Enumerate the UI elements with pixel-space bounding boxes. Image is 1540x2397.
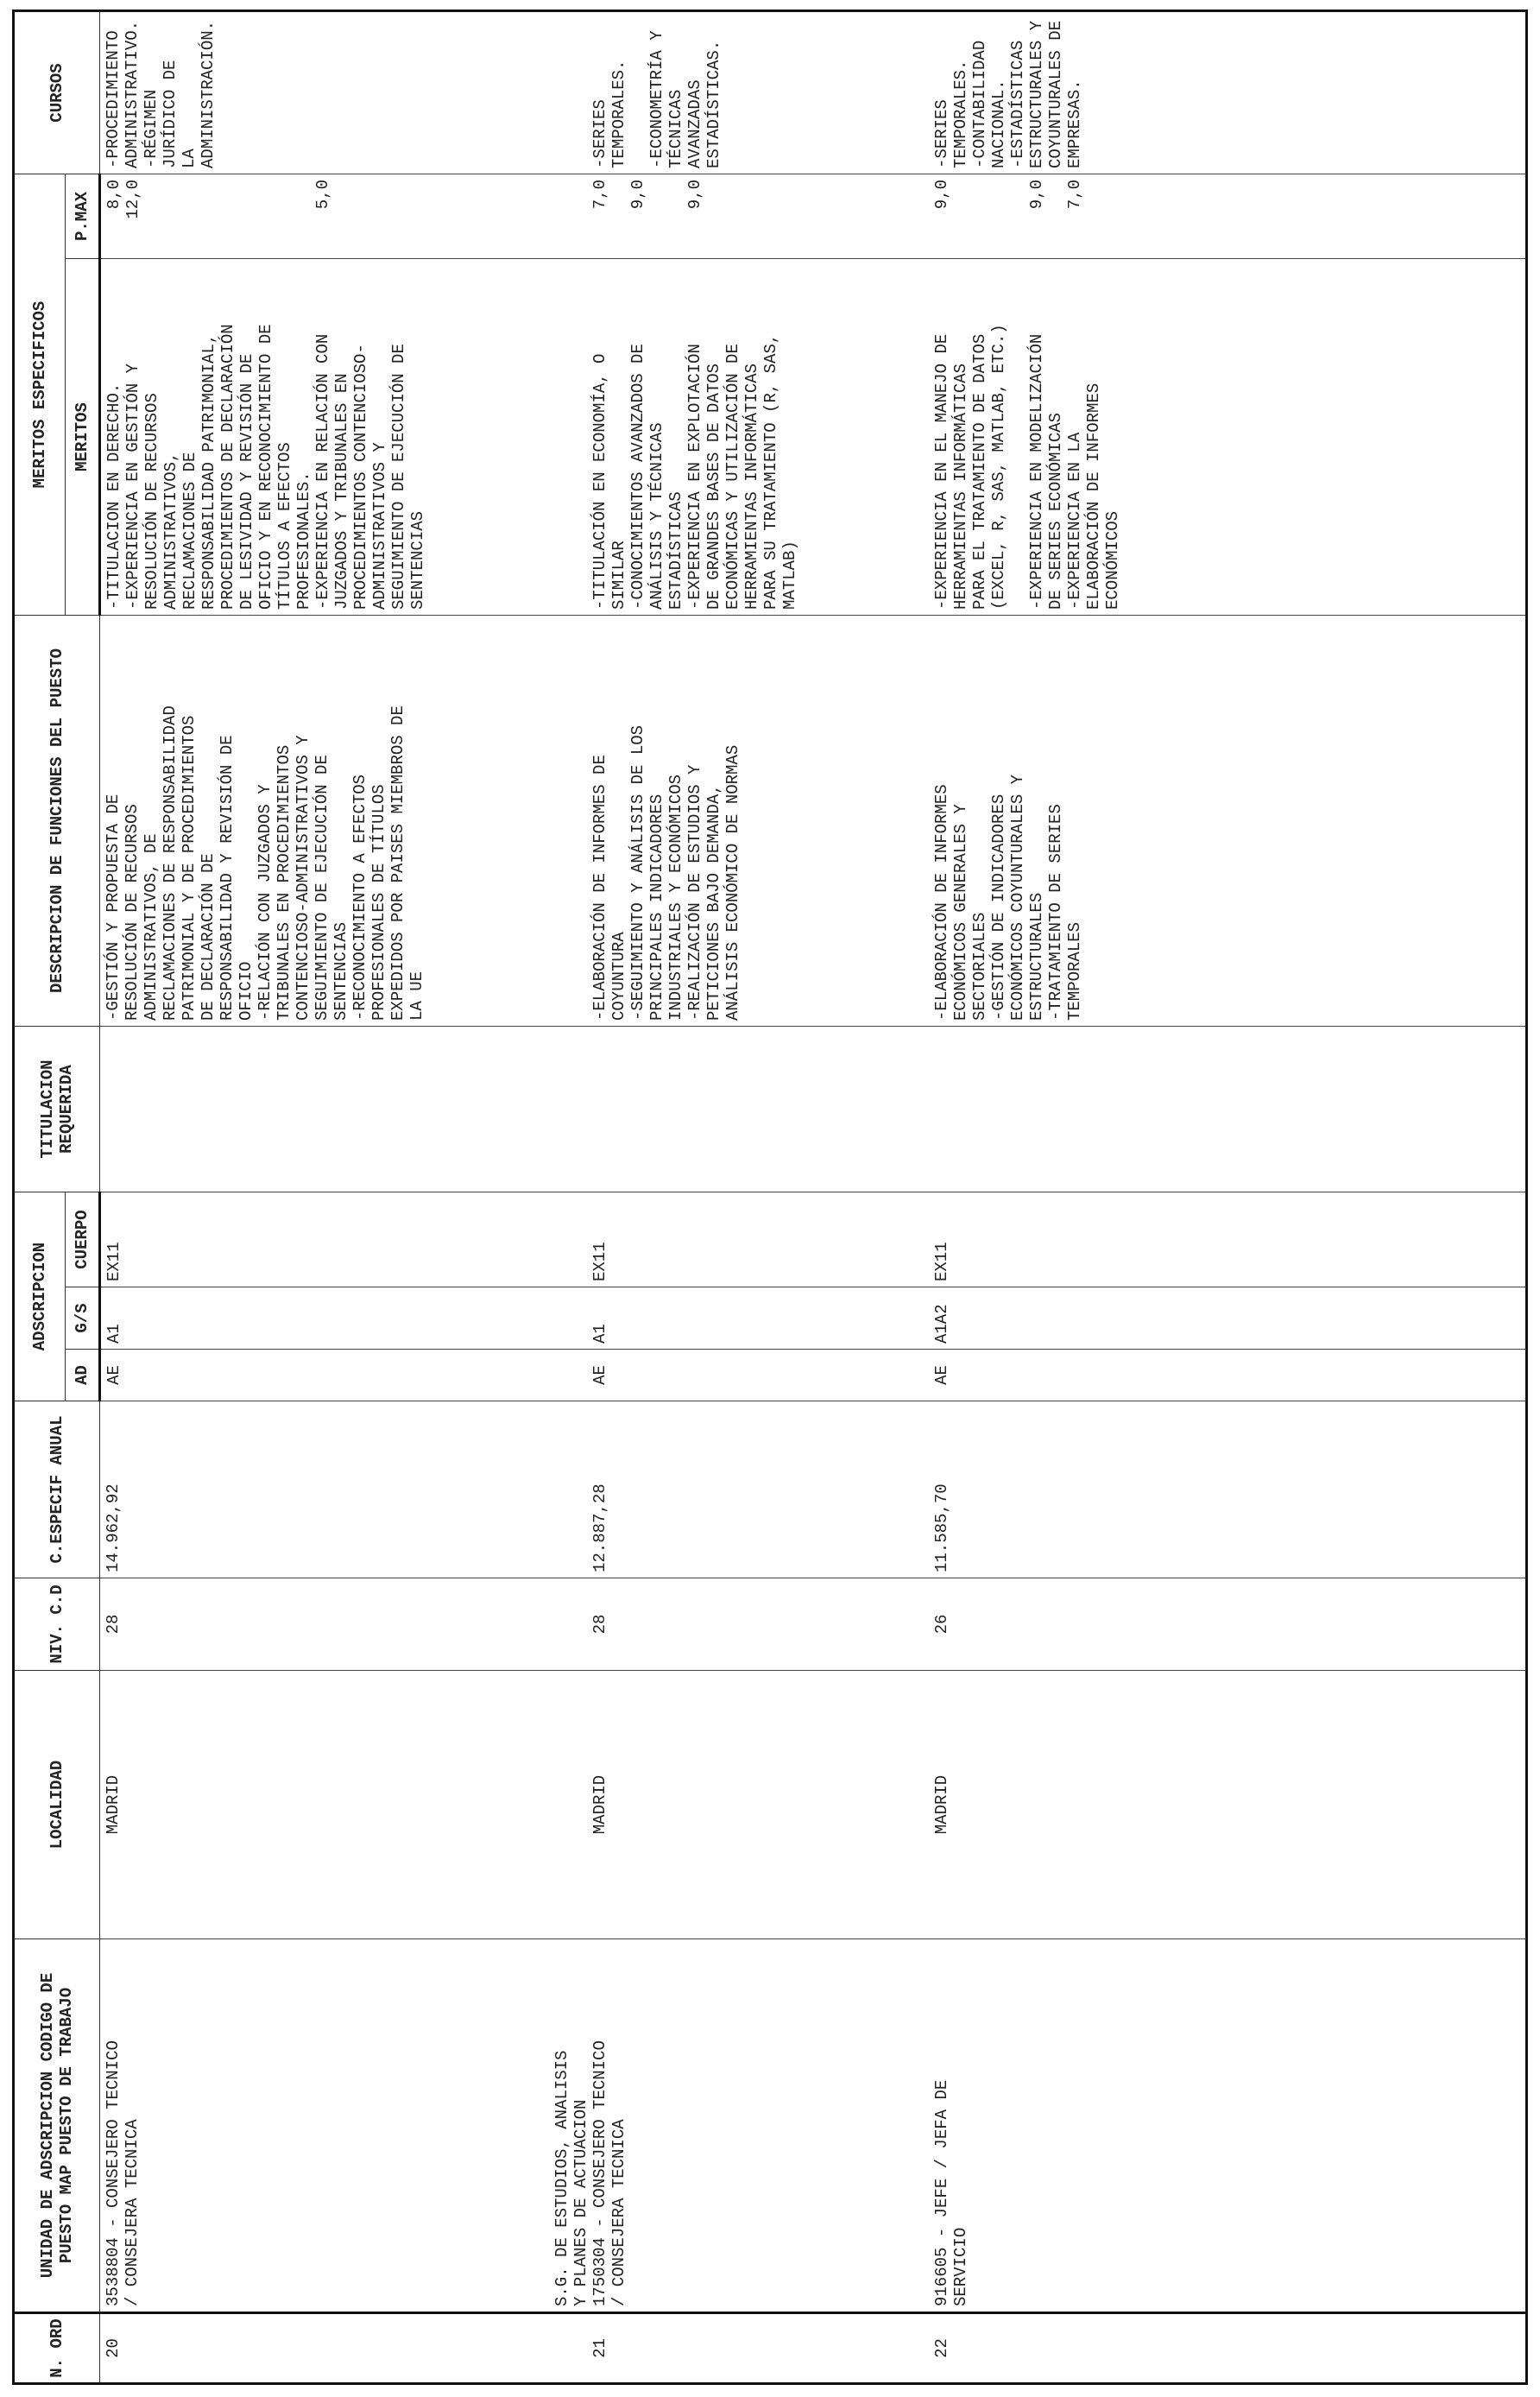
header-meritos: MERITOS [66, 259, 100, 616]
table-row [929, 10, 1527, 2383]
job-positions-table [12, 9, 1528, 2385]
header-cuerpo: CUERPO [66, 1192, 100, 1287]
header-descripcion: DESCRIPCION DE FUNCIONES DEL PUESTO [14, 616, 100, 1027]
row-niv-cell [549, 1578, 929, 1671]
row-niv: 28 [590, 1614, 609, 1635]
header-pmax: P.MAX [66, 174, 100, 258]
row-cursos: -PROCEDIMIENTO ADMINISTRATIVO. -RÉGIMEN JURÍDICO DE LA ADMINISTRACIÓN. [100, 10, 549, 174]
row-pmax: 7,0 9,0 9,0 [590, 179, 704, 210]
row-c-especif-cell [549, 1401, 929, 1578]
row-meritos: -TITULACIÓN EN ECONOMÍA, O SIMILAR -CONOCIMIENTOS AVANZADOS DE ANÁLISIS Y TÉCNICAS ESTADÍSTICAS -EXPERIENCIA EN EXPLOTACIÓN DE GRANDES BASES DE DATOS ECONÓMICAS Y UTILIZACIÓN DE HERRAMIENTAS INFORMÁTICAS PARA SU TRATAMIENTO (R, SAS, MATLAB) [590, 333, 799, 610]
row-cuerpo: EX11 [929, 1192, 1527, 1287]
header-localidad: LOCALIDAD [14, 1671, 100, 1939]
row-titulacion [929, 1027, 1527, 1192]
row-unidad: 1750304 - CONSEJERO TECNICO / CONSEJERA TECNICA [590, 2040, 628, 2306]
row-n-ord: 20 [100, 2313, 549, 2384]
row-localidad-cell [549, 1671, 929, 1939]
row-localidad: MADRID [929, 1671, 1527, 1939]
row-niv: 26 [929, 1578, 1527, 1671]
row-niv: 28 [100, 1578, 549, 1671]
row-descripcion: -ELABORACIÓN DE INFORMES ECONÓMICOS GENERALES Y SECTORIALES -GESTIÓN DE INDICADORES ECONÓMICOS COYUNTURALES Y ESTRUCTURALES -TRATAMIENTO DE SERIES TEMPORALES [929, 616, 1527, 1027]
row-ad: AE [590, 1365, 609, 1385]
row-gs: A1 [590, 1324, 609, 1344]
row-ad: AE [929, 1350, 1527, 1401]
section-header: S.G. DE ESTUDIOS, ANALISIS Y PLANES DE ACTUACION [552, 2050, 590, 2306]
row-c-especif: 14.962,92 [100, 1401, 549, 1578]
row-n-ord: 22 [929, 2313, 1527, 2384]
header-cursos: CURSOS [14, 10, 100, 174]
row-c-especif: 11.585,70 [929, 1401, 1527, 1578]
row-localidad: MADRID [100, 1671, 549, 1939]
row-descripcion: -ELABORACIÓN DE INFORMES DE COYUNTURA -SEGUIMIENTO Y ANÁLISIS DE LOS PRINCIPALES INDICADORES INDUSTRIALES Y ECONÓMICOS -REALIZACIÓN DE ESTUDIOS Y PETICIONES BAJO DEMANDA, ANÁLISIS ECONÓMICO DE NORMAS [590, 724, 742, 1021]
table-row [549, 10, 929, 2383]
row-meritos: -TITULACION EN DERECHO. -EXPERIENCIA EN GESTIÓN Y RESOLUCIÓN DE RECURSOS ADMINISTRATIVOS, RECLAMACIONES DE RESPONSABILIDAD PATRIMONIAL, PROCEDIMIENTOS DE DECLARACIÓN DE LESIVIDAD Y REVISIÓN DE OFICIO Y EN RECONOCIMIENTO DE TÍTULOS A EFECTOS PROFESIONALES. -EXPERIENCIA EN RELACIÓN CON JUZGADOS Y TRIBUNALES EN PROCEDIMIENTOS CONTENCIOSO- ADMINISTRATIVOS Y SEGUIMIENTO DE EJECUCIÓN DE SENTENCIAS [100, 259, 549, 616]
row-cuerpo: EX11 [590, 1242, 609, 1281]
row-cuerpo-cell [549, 1192, 929, 1287]
row-descripcion: -GESTIÓN Y PROPUESTA DE RESOLUCIÓN DE RECURSOS ADMINISTRATIVOS, DE RECLAMACIONES DE RESPONSABILIDAD PATRIMONIAL Y DE PROCEDIMIENTOS DE DECLARACIÓN DE RESPONSABILIDAD Y REVISIÓN DE OFICIO -RELACIÓN CON JUZGADOS Y TRIBUNALES EN PROCEDIMIENTOS CONTENCIOSO-ADMINISTRATIVOS Y SEGUIMIENTO DE EJECUCIÓN DE SENTENCIAS -RECONOCIMIENTO A EFECTOS PROFESIONALES DE TÍTULOS EXPEDIDOS POR PAISES MIEMBROS DE LA UE [100, 616, 549, 1027]
header-niv: NIV. C.D [14, 1578, 100, 1671]
header-unidad: UNIDAD DE ADSCRIPCION CODIGO DE PUESTO MAP PUESTO DE TRABAJO [14, 1939, 100, 2313]
header-adscripcion: ADSCRIPCION [14, 1192, 66, 1401]
header-ad: AD [66, 1350, 100, 1401]
row-cursos-cell [549, 10, 929, 174]
row-gs: A1 [100, 1287, 549, 1350]
row-ad-cell [549, 1350, 929, 1401]
row-titulacion [100, 1027, 549, 1192]
row-n-ord: 21 [590, 2338, 609, 2358]
header-n-ord: N. ORD [14, 2313, 100, 2384]
row-meritos: -EXPERIENCIA EN EL MANEJO DE HERRAMIENTAS INFORMÁTICAS PARA EL TRATAMIENTO DE DATOS (EXCEL, R, SAS, MATLAB, ETC.) -EXPERIENCIA EN MODELIZACIÓN DE SERIES ECONÓMICAS -EXPERIENCIA EN LA ELABORACIÓN DE INFORMES ECONÓMICOS [929, 259, 1527, 616]
row-pmax-cell [549, 174, 929, 258]
row-cuerpo: EX11 [100, 1192, 549, 1287]
header-gs: G/S [66, 1287, 100, 1350]
table-row [100, 10, 549, 2383]
row-unidad: 3538804 - CONSEJERO TECNICO / CONSEJERA TECNICA [100, 1939, 549, 2313]
row-cursos: -SERIES TEMPORALES. -CONTABILIDAD NACIONAL. -ESTADÍSTICAS ESTRUCTURALES Y COYUNTURALES DE EMPRESAS. [929, 10, 1527, 174]
row-c-especif: 12.887,28 [590, 1483, 609, 1572]
row-descripcion-cell [549, 616, 929, 1027]
row-gs-cell [549, 1287, 929, 1350]
header-meritos-especificos: MERITOS ESPECIFICOS [14, 174, 66, 615]
row-unidad: 916605 - JEFE / JEFA DE SERVICIO [929, 1939, 1527, 2313]
row-gs: A1A2 [929, 1287, 1527, 1350]
row-n-ord-cell [549, 2313, 929, 2384]
row-pmax: 8,0 12,0 5,0 [100, 174, 549, 258]
header-c-especif: C.ESPECIF ANUAL [14, 1401, 100, 1578]
row-unidad-cell [549, 1939, 929, 2313]
header-titulacion: TITULACION REQUERIDA [14, 1027, 100, 1192]
row-titulacion [549, 1027, 929, 1192]
row-meritos-cell [549, 259, 929, 616]
row-cursos: -SERIES TEMPORALES. -ECONOMETRÍA Y TÉCNICAS AVANZADAS ESTADÍSTICAS. [590, 30, 723, 168]
row-pmax: 9,0 9,0 7,0 [929, 174, 1527, 258]
row-localidad: MADRID [590, 1774, 609, 1835]
row-ad: AE [100, 1350, 549, 1401]
